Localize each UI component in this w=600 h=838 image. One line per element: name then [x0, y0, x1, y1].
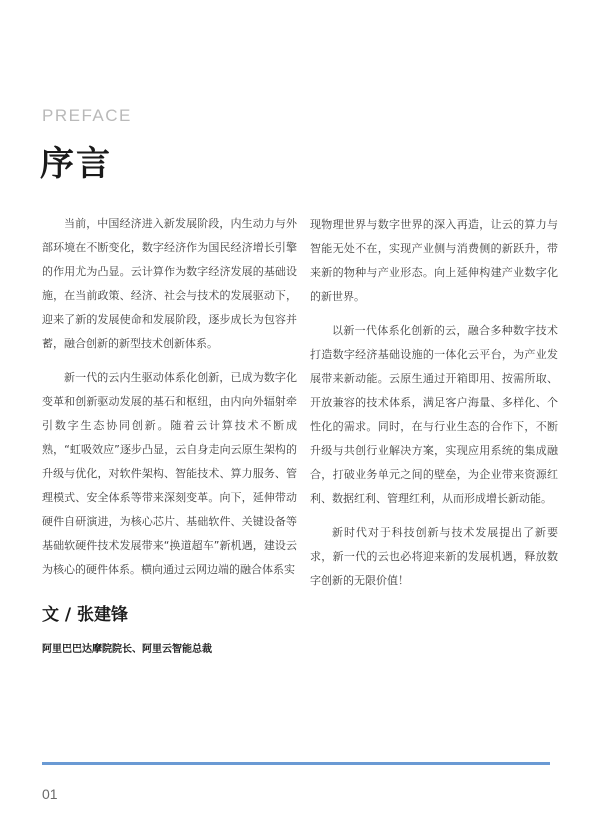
- paragraph-3: 以新一代体系化创新的云，融合多种数字技术打造数字经济基础设施的一体化云平台，为产业发展带来新动能。云原生通过开箱即用、按需所取、开放兼容的技术体系，满足客户海量、多样化、个性化的需求。同时，在与行业生态的合作下，不断升级与共创行业解决方案，实现应用系统的集成融合，打破业务单元之间的壁垒，为企业带来资源红利、数据红利、管理红利，从而形成增长新动能。: [310, 324, 558, 505]
- right-column: [310, 213, 558, 603]
- paragraph-2-continued: 现物理世界与数字世界的深入再造，让云的算力与智能无处不在，实现产业侧与消费侧的新跃升，带来新的物种与产业形态。向上延伸构建产业数字化的新世界。: [310, 218, 558, 303]
- author-role: 阿里巴巴达摩院院长、阿里云智能总裁: [42, 644, 212, 655]
- preface-label: PREFACE: [42, 106, 132, 125]
- paragraph-2: 新一代的云内生驱动体系化创新，已成为数字化变革和创新驱动发展的基石和枢纽，由内向外辐射牵引数字生态协同创新。随着云计算技术不断成熟，“虹吸效应”逐步凸显，云自身走向云原生架构的升级与优化，对软件架构、智能技术、算力服务、管理模式、安全体系等带来深刻变革。向下，延伸带动硬件自研演进，为核心芯片、基础软件、关键设备等基础软硬件技术发展带来“换道超车”新机遇，建设云为核心的硬件体系。横向通过云网边端的融合体系实: [42, 371, 297, 576]
- paragraph-1: 当前，中国经济进入新发展阶段，内生动力与外部环境在不断变化，数字经济作为国民经济增长引擎的作用尤为凸显。云计算作为数字经济发展的基础设施，在当前政策、经济、社会与技术的发展驱动下，迎来了新的发展使命和发展阶段，逐步成长为包容并蓄，融合创新的新型技术创新体系。: [42, 217, 297, 350]
- page-title: 序言: [40, 144, 112, 184]
- author-name: 文 / 张建锋: [42, 605, 129, 625]
- left-column: [42, 212, 297, 592]
- paragraph-4: 新时代对于科技创新与技术发展提出了新要求，新一代的云也必将迎来新的发展机遇，释放数字创新的无限价值！: [310, 526, 558, 587]
- footer-divider: [42, 762, 550, 765]
- page-number: 01: [42, 786, 58, 802]
